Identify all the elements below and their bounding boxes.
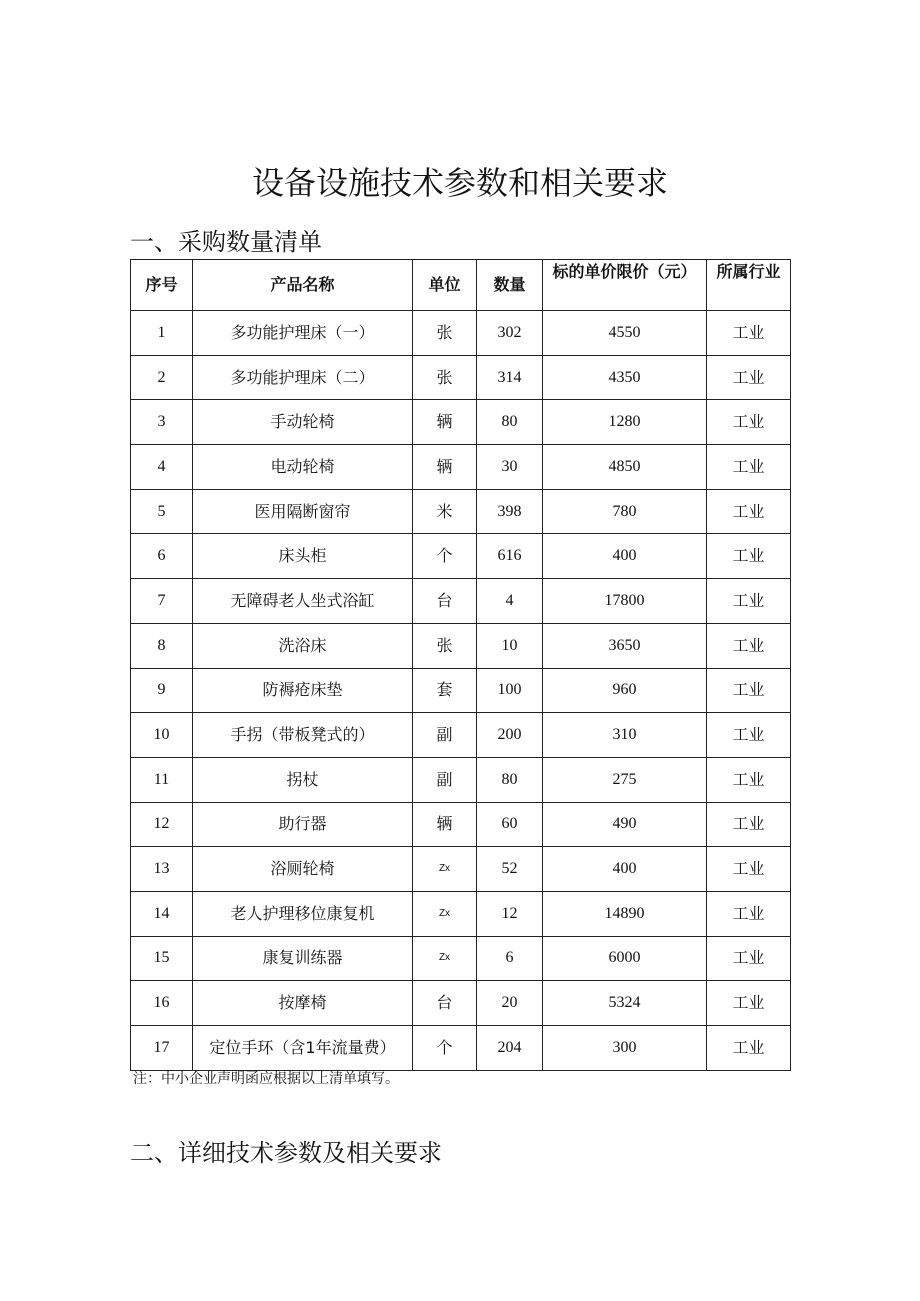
table-row bbox=[131, 891, 791, 936]
cell-product-name: 无障碍老人坐式浴缸 bbox=[193, 579, 413, 624]
cell-unit-price: 310 bbox=[543, 713, 707, 758]
cell-industry: 工业 bbox=[707, 847, 791, 892]
cell-product-name: 老人护理移位康复机 bbox=[193, 891, 413, 936]
cell-quantity: 398 bbox=[477, 489, 543, 534]
cell-quantity: 6 bbox=[477, 936, 543, 981]
cell-product-name: 医用隔断窗帘 bbox=[193, 489, 413, 534]
cell-unit: 辆 bbox=[413, 802, 477, 847]
cell-unit-price: 960 bbox=[543, 668, 707, 713]
cell-unit: 个 bbox=[413, 534, 477, 579]
cell-index: 6 bbox=[131, 534, 193, 579]
cell-unit: Zx bbox=[413, 847, 477, 892]
cell-quantity: 80 bbox=[477, 400, 543, 445]
cell-unit: 张 bbox=[413, 355, 477, 400]
cell-unit-price: 17800 bbox=[543, 579, 707, 624]
cell-index: 12 bbox=[131, 802, 193, 847]
cell-quantity: 204 bbox=[477, 1026, 543, 1071]
table-header-row bbox=[131, 260, 791, 311]
cell-unit: 套 bbox=[413, 668, 477, 713]
cell-unit: Zx bbox=[413, 936, 477, 981]
cell-product-name: 手拐（带板凳式的） bbox=[193, 713, 413, 758]
cell-product-name: 定位手环（含1年流量费） bbox=[193, 1026, 413, 1071]
cell-unit-price: 4850 bbox=[543, 445, 707, 490]
cell-product-name: 床头柜 bbox=[193, 534, 413, 579]
cell-unit-price: 3650 bbox=[543, 623, 707, 668]
cell-industry: 工业 bbox=[707, 891, 791, 936]
cell-index: 17 bbox=[131, 1026, 193, 1071]
cell-index: 8 bbox=[131, 623, 193, 668]
cell-index: 7 bbox=[131, 579, 193, 624]
cell-industry: 工业 bbox=[707, 534, 791, 579]
header-unit-price-limit: 标的单价限价（元） bbox=[543, 260, 707, 311]
cell-quantity: 10 bbox=[477, 623, 543, 668]
cell-product-name: 手动轮椅 bbox=[193, 400, 413, 445]
cell-index: 13 bbox=[131, 847, 193, 892]
cell-quantity: 30 bbox=[477, 445, 543, 490]
cell-unit-price: 6000 bbox=[543, 936, 707, 981]
cell-index: 16 bbox=[131, 981, 193, 1026]
cell-quantity: 60 bbox=[477, 802, 543, 847]
footnote: 注：中小企业声明函应根据以上清单填写。 bbox=[133, 1071, 399, 1087]
cell-unit-price: 14890 bbox=[543, 891, 707, 936]
cell-unit: 副 bbox=[413, 713, 477, 758]
cell-industry: 工业 bbox=[707, 355, 791, 400]
cell-index: 14 bbox=[131, 891, 193, 936]
cell-unit-price: 300 bbox=[543, 1026, 707, 1071]
header-unit: 单位 bbox=[413, 260, 477, 311]
cell-index: 15 bbox=[131, 936, 193, 981]
cell-unit: 台 bbox=[413, 579, 477, 624]
table-row bbox=[131, 668, 791, 713]
cell-index: 11 bbox=[131, 757, 193, 802]
cell-product-name: 多功能护理床（二） bbox=[193, 355, 413, 400]
cell-quantity: 52 bbox=[477, 847, 543, 892]
cell-unit: 辆 bbox=[413, 400, 477, 445]
cell-unit: 张 bbox=[413, 311, 477, 356]
cell-unit: 米 bbox=[413, 489, 477, 534]
table-row bbox=[131, 489, 791, 534]
cell-industry: 工业 bbox=[707, 981, 791, 1026]
document-title: 设备设施技术参数和相关要求 bbox=[251, 164, 668, 203]
cell-industry: 工业 bbox=[707, 713, 791, 758]
cell-quantity: 302 bbox=[477, 311, 543, 356]
cell-index: 3 bbox=[131, 400, 193, 445]
cell-unit-price: 400 bbox=[543, 534, 707, 579]
table-row bbox=[131, 1026, 791, 1071]
cell-industry: 工业 bbox=[707, 623, 791, 668]
cell-quantity: 616 bbox=[477, 534, 543, 579]
cell-product-name: 洗浴床 bbox=[193, 623, 413, 668]
cell-unit-price: 5324 bbox=[543, 981, 707, 1026]
cell-product-name: 防褥疮床垫 bbox=[193, 668, 413, 713]
table-row bbox=[131, 936, 791, 981]
cell-product-name: 多功能护理床（一） bbox=[193, 311, 413, 356]
cell-quantity: 20 bbox=[477, 981, 543, 1026]
table-row bbox=[131, 311, 791, 356]
cell-unit: Zx bbox=[413, 891, 477, 936]
cell-unit-price: 1280 bbox=[543, 400, 707, 445]
cell-unit: 副 bbox=[413, 757, 477, 802]
cell-unit: 张 bbox=[413, 623, 477, 668]
cell-industry: 工业 bbox=[707, 668, 791, 713]
cell-quantity: 314 bbox=[477, 355, 543, 400]
cell-unit-price: 490 bbox=[543, 802, 707, 847]
table-row bbox=[131, 713, 791, 758]
header-index: 序号 bbox=[131, 260, 193, 311]
cell-index: 1 bbox=[131, 311, 193, 356]
section-heading-procurement-list: 一、采购数量清单 bbox=[130, 227, 322, 256]
cell-quantity: 4 bbox=[477, 579, 543, 624]
table-row bbox=[131, 534, 791, 579]
cell-index: 5 bbox=[131, 489, 193, 534]
cell-industry: 工业 bbox=[707, 489, 791, 534]
cell-unit: 个 bbox=[413, 1026, 477, 1071]
table-row bbox=[131, 623, 791, 668]
cell-unit: 辆 bbox=[413, 445, 477, 490]
cell-industry: 工业 bbox=[707, 802, 791, 847]
cell-unit-price: 4350 bbox=[543, 355, 707, 400]
cell-product-name: 助行器 bbox=[193, 802, 413, 847]
table-row bbox=[131, 847, 791, 892]
cell-index: 10 bbox=[131, 713, 193, 758]
cell-product-name: 浴厕轮椅 bbox=[193, 847, 413, 892]
cell-quantity: 12 bbox=[477, 891, 543, 936]
header-product-name: 产品名称 bbox=[193, 260, 413, 311]
table-row bbox=[131, 981, 791, 1026]
table-row bbox=[131, 445, 791, 490]
cell-industry: 工业 bbox=[707, 445, 791, 490]
table-row bbox=[131, 802, 791, 847]
table-row bbox=[131, 400, 791, 445]
cell-quantity: 100 bbox=[477, 668, 543, 713]
cell-index: 9 bbox=[131, 668, 193, 713]
header-industry: 所属行业 bbox=[707, 260, 791, 311]
header-quantity: 数量 bbox=[477, 260, 543, 311]
table-row bbox=[131, 757, 791, 802]
cell-product-name: 按摩椅 bbox=[193, 981, 413, 1026]
cell-unit-price: 400 bbox=[543, 847, 707, 892]
cell-index: 4 bbox=[131, 445, 193, 490]
cell-industry: 工业 bbox=[707, 757, 791, 802]
table-row bbox=[131, 355, 791, 400]
cell-industry: 工业 bbox=[707, 579, 791, 624]
section-heading-technical-parameters: 二、详细技术参数及相关要求 bbox=[130, 1138, 442, 1167]
table-row bbox=[131, 579, 791, 624]
cell-unit: 台 bbox=[413, 981, 477, 1026]
cell-product-name: 康复训练器 bbox=[193, 936, 413, 981]
cell-product-name: 电动轮椅 bbox=[193, 445, 413, 490]
cell-unit-price: 4550 bbox=[543, 311, 707, 356]
cell-unit-price: 780 bbox=[543, 489, 707, 534]
cell-industry: 工业 bbox=[707, 311, 791, 356]
cell-unit-price: 275 bbox=[543, 757, 707, 802]
cell-industry: 工业 bbox=[707, 1026, 791, 1071]
cell-index: 2 bbox=[131, 355, 193, 400]
procurement-quantity-table bbox=[130, 259, 791, 1071]
cell-product-name: 拐杖 bbox=[193, 757, 413, 802]
cell-quantity: 200 bbox=[477, 713, 543, 758]
cell-industry: 工业 bbox=[707, 400, 791, 445]
cell-industry: 工业 bbox=[707, 936, 791, 981]
cell-quantity: 80 bbox=[477, 757, 543, 802]
